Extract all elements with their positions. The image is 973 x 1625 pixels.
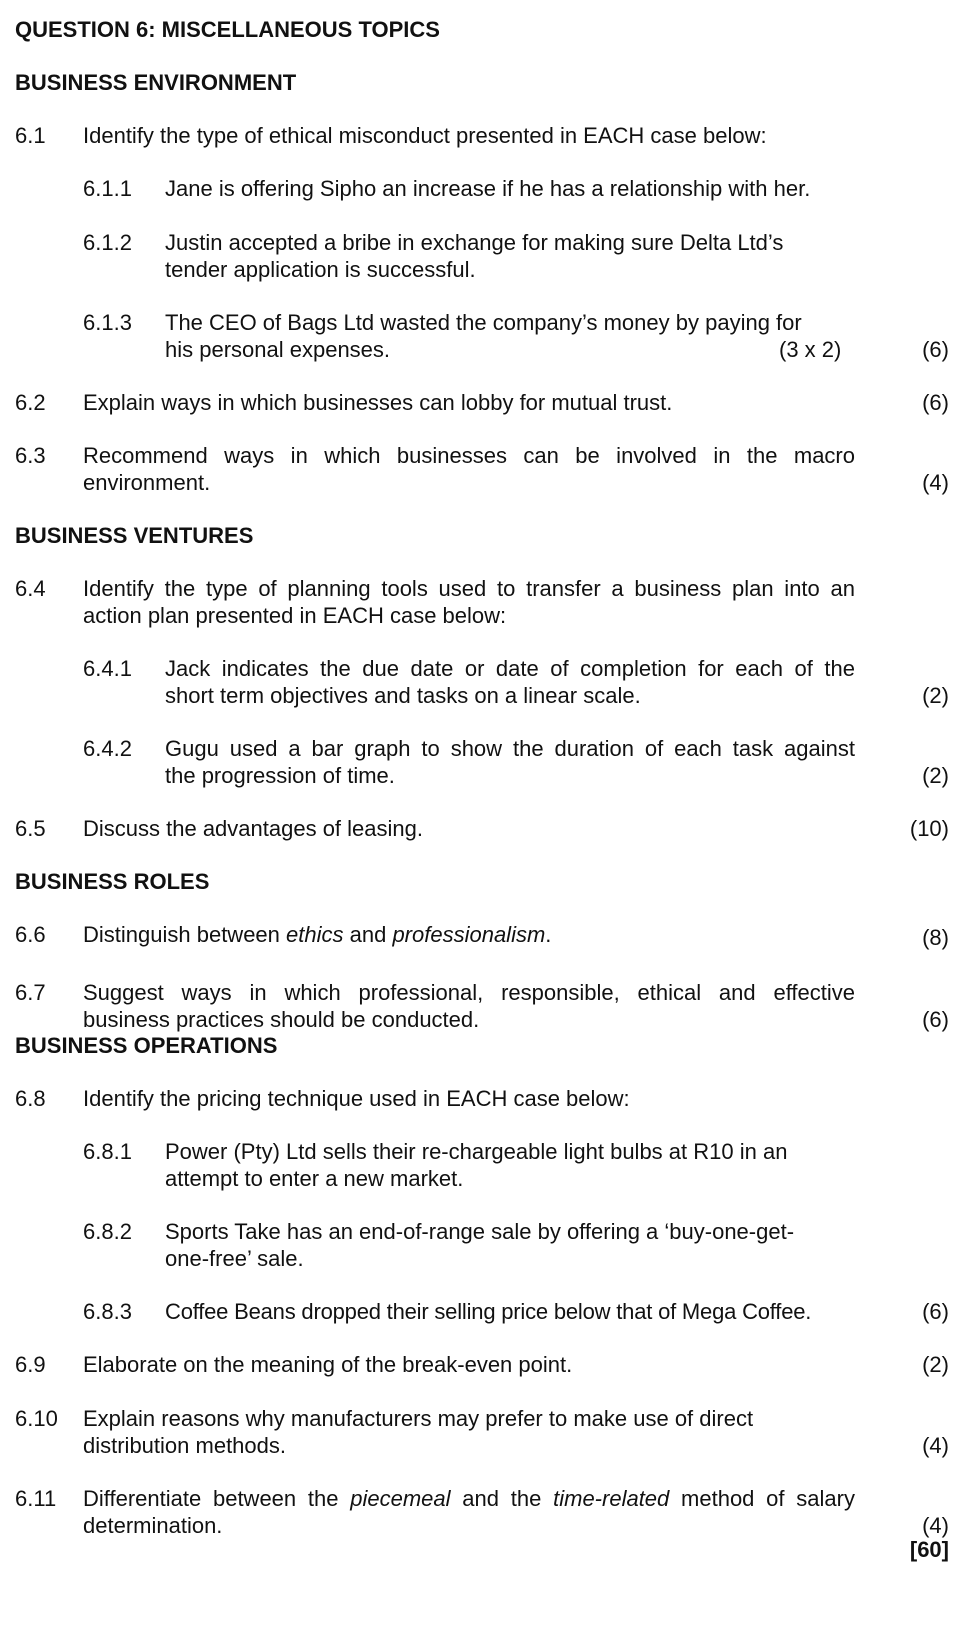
question-text (83, 442, 855, 496)
subquestion-number: 6.8.2 (83, 1219, 132, 1244)
mark-allocation: (2) (922, 763, 949, 788)
mark-allocation: (10) (909, 816, 949, 841)
question-text-post: . (545, 922, 552, 947)
section-heading-business-operations: BUSINESS OPERATIONS (15, 1033, 278, 1058)
question-text: Explain ways in which businesses can lobby for mutual trust. (83, 390, 673, 415)
subquestion-text-line1: Power (Pty) Ltd sells their re-chargeable light bulbs at R10 in an (165, 1139, 788, 1164)
question-text-post: method of salary (669, 1486, 855, 1511)
question-text-line2: determination. (83, 1513, 223, 1538)
mark-allocation: (4) (922, 1433, 949, 1458)
question-text: Identify the pricing technique used in EACH case below: (83, 1086, 630, 1111)
question-number: 6.4 (15, 576, 46, 601)
question-text (83, 921, 551, 948)
mark-allocation: (4) (922, 1513, 949, 1538)
mark-allocation: (6) (922, 1007, 949, 1032)
question-number: 6.2 (15, 390, 46, 415)
question-text (83, 979, 855, 1033)
mark-allocation: (6) (922, 1299, 949, 1324)
mark-allocation: (6) (922, 390, 949, 415)
mark-allocation: (2) (922, 683, 949, 708)
subquestion-number: 6.4.2 (83, 736, 132, 761)
question-text-line2: environment. (83, 470, 211, 495)
question-text-mid: and (343, 922, 393, 947)
question-number: 6.3 (15, 443, 46, 468)
subquestion-text-line2: his personal expenses. (165, 337, 391, 362)
question-number: 6.6 (15, 922, 46, 947)
question-text-mid: and the (450, 1486, 554, 1511)
question-number: 6.11 (15, 1486, 57, 1511)
question-text-line1: Suggest ways in which professional, responsible, ethical and effective (83, 980, 855, 1005)
subquestion-text-line1: Sports Take has an end-of-range sale by offering a ‘buy-one-get- (165, 1219, 795, 1244)
subquestion-text (165, 655, 855, 709)
term-professionalism: professionalism (392, 922, 546, 947)
subquestion-text (165, 735, 855, 789)
section-heading-business-ventures: BUSINESS VENTURES (15, 523, 254, 548)
question-number: 6.7 (15, 980, 46, 1005)
subquestion-number: 6.8.1 (83, 1139, 132, 1164)
subquestion-text-line1: Gugu used a bar graph to show the duration of each task against (165, 736, 855, 761)
question-title: QUESTION 6: MISCELLANEOUS TOPICS (15, 17, 440, 42)
subquestion-number: 6.1.1 (83, 176, 132, 201)
term-time-related: time-related (553, 1486, 670, 1511)
mark-allocation: (4) (922, 470, 949, 495)
mark-multiplier: (3 x 2) (779, 337, 842, 362)
question-number: 6.5 (15, 816, 46, 841)
subquestion-number: 6.4.1 (83, 656, 132, 681)
question-number: 6.9 (15, 1352, 46, 1377)
question-text: Discuss the advantages of leasing. (83, 816, 423, 841)
subquestion-text-line2: tender application is successful. (165, 257, 476, 282)
question-number: 6.8 (15, 1086, 46, 1111)
subquestion-text-line1: Jack indicates the due date or date of completion for each of the (165, 656, 855, 681)
question-text-line1: Recommend ways in which businesses can be involved in the macro (83, 443, 855, 468)
question-text-line1 (83, 1485, 855, 1512)
question-text-line2: distribution methods. (83, 1433, 286, 1458)
subquestion-text-line1: Justin accepted a bribe in exchange for making sure Delta Ltd’s (165, 230, 784, 255)
subquestion-text-line1: The CEO of Bags Ltd wasted the company’s money by paying for (165, 310, 802, 335)
question-text (83, 1485, 855, 1539)
subquestion-text: Coffee Beans dropped their selling price below that of Mega Coffee. (165, 1299, 812, 1324)
question-total: [60] (909, 1537, 949, 1562)
question-text-pre: Differentiate between the (83, 1486, 351, 1511)
section-heading-business-roles: BUSINESS ROLES (15, 869, 210, 894)
mark-allocation: (2) (922, 1352, 949, 1377)
term-piecemeal: piecemeal (350, 1486, 451, 1511)
question-number: 6.10 (15, 1406, 58, 1431)
subquestion-text-line2: short term objectives and tasks on a linear scale. (165, 683, 641, 708)
mark-allocation: (8) (922, 925, 949, 950)
section-heading-business-environment: BUSINESS ENVIRONMENT (15, 70, 297, 95)
question-text: Identify the type of ethical misconduct presented in EACH case below: (83, 123, 767, 148)
mark-allocation: (6) (922, 337, 949, 362)
subquestion-number: 6.8.3 (83, 1299, 132, 1324)
subquestion-text-line2: the progression of time. (165, 763, 395, 788)
subquestion-number: 6.1.2 (83, 230, 132, 255)
question-text-line1: Identify the type of planning tools used to transfer a business plan into an (83, 576, 855, 601)
question-text-pre: Distinguish between (83, 922, 287, 947)
question-text (83, 575, 855, 629)
subquestion-text-line2: one-free’ sale. (165, 1246, 304, 1271)
question-text-line2: action plan presented in EACH case below: (83, 603, 507, 628)
question-text-line2: business practices should be conducted. (83, 1007, 480, 1032)
subquestion-text: Jane is offering Sipho an increase if he has a relationship with her. (165, 176, 811, 201)
subquestion-text-line2: attempt to enter a new market. (165, 1166, 464, 1191)
question-number: 6.1 (15, 123, 46, 148)
question-text: Elaborate on the meaning of the break-even point. (83, 1352, 573, 1377)
term-ethics: ethics (286, 922, 344, 947)
question-text-line1: Explain reasons why manufacturers may prefer to make use of direct (83, 1406, 754, 1431)
subquestion-number: 6.1.3 (83, 310, 132, 335)
